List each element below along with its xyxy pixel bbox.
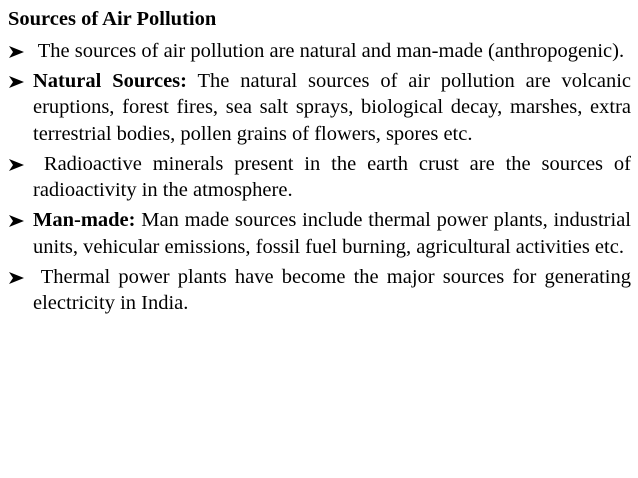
slide-title: Sources of Air Pollution	[8, 8, 217, 30]
bullet-item	[8, 68, 631, 148]
bullet-lead: Man-made:	[33, 209, 136, 232]
bullet-text: The natural sources of air pollution are volcanic eruptions, forest fires, sea salt sprays, biological decay, marshes, extra terrestrial bodies, pollen grains of flowers, spores etc.	[33, 69, 631, 145]
arrowhead-bullet-icon	[9, 46, 24, 58]
bullet-item	[8, 151, 631, 204]
arrowhead-bullet-icon	[9, 76, 24, 88]
bullet-item	[8, 207, 631, 260]
arrowhead-bullet-icon	[9, 159, 24, 171]
bullet-text: The sources of air pollution are natural and man-made (anthropogenic).	[37, 40, 625, 62]
bullet-text: Radioactive minerals present in the earth crust are the sources of radioactivity in the atmosphere.	[33, 152, 631, 202]
arrowhead-bullet-icon	[9, 215, 24, 227]
bullet-list	[8, 38, 631, 320]
bullet-lead: Natural Sources:	[33, 69, 187, 92]
bullet-text: Thermal power plants have become the major sources for generating electricity in India.	[33, 265, 631, 315]
bullet-item	[8, 264, 631, 317]
bullet-text: Man made sources include thermal power plants, industrial units, vehicular emissions, fossil fuel burning, agricultural activities etc.	[33, 209, 631, 258]
arrowhead-bullet-icon	[9, 272, 24, 284]
bullet-item	[8, 38, 631, 65]
